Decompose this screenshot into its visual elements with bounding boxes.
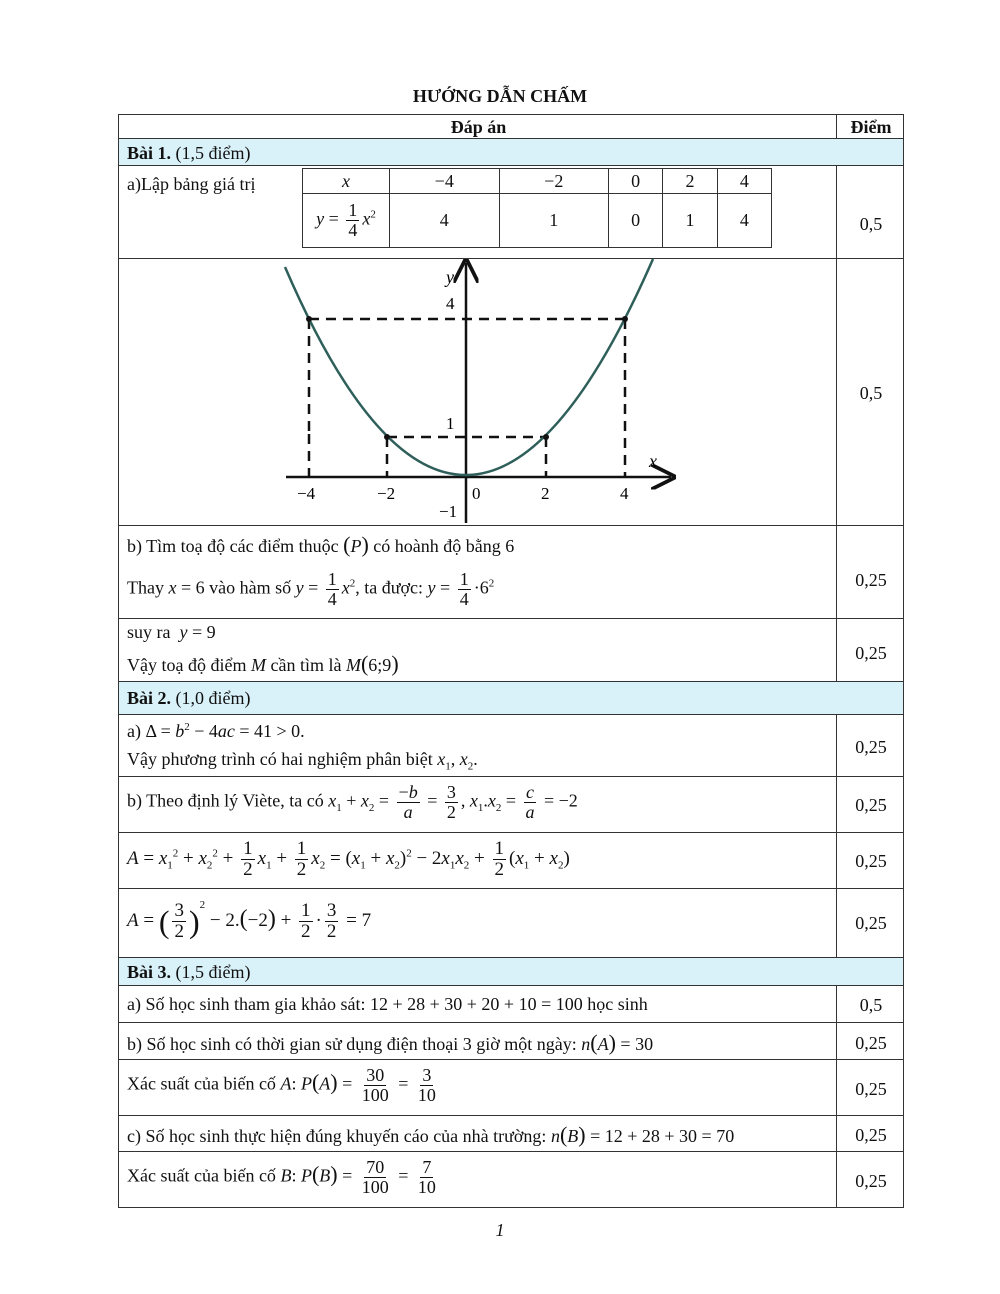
- points-value: 0,5: [859, 214, 883, 234]
- page-number: 1: [495, 1220, 505, 1240]
- row-bai3-pa: Xác suất của biến cố A: P(A) = $\frac{30}{100}$ = $\frac{3}{10}$: [118, 1059, 837, 1116]
- points-cell: [836, 618, 904, 682]
- row-bai1-a: [118, 165, 837, 259]
- row-bai1-b2: suy ra y = 9 Vậy toạ độ điểm M cần tìm là M(6;9): [118, 618, 837, 682]
- points-cell: [836, 714, 904, 777]
- page-title: HƯỚNG DẪN CHẤM: [412, 86, 588, 106]
- bai1-b-tail: có hoành độ bằng 6: [373, 536, 515, 556]
- points-value: 0,25: [855, 851, 887, 871]
- points-cell: [836, 1115, 904, 1152]
- x-tick-label: −4: [297, 484, 316, 503]
- points-value: 0,25: [855, 1171, 887, 1191]
- bai3-a-tail: học sinh: [587, 994, 648, 1014]
- value-table-y-cell: 1: [663, 194, 717, 248]
- bai1-b-substitute: Thay: [127, 577, 164, 598]
- x-tick-label: 0: [472, 484, 481, 503]
- row-bai3-a: a) Số học sinh tham gia khảo sát: 12 + 28 + 30 + 20 + 10 = 100 học sinh: [118, 985, 837, 1023]
- bai1-b-conclusion: Vậy toạ độ điểm: [127, 655, 247, 675]
- value-table-y-header: y = $\frac{1}{4}$ $x^2$: [303, 194, 390, 248]
- points-value: 0,25: [855, 570, 887, 590]
- points-cell: [836, 888, 904, 958]
- x-tick-label: 2: [541, 484, 550, 503]
- points-value: 0,25: [855, 1033, 887, 1053]
- parabola-curve: [285, 259, 653, 475]
- points-cell: [836, 985, 904, 1023]
- value-table-x-cell: 0: [609, 169, 663, 194]
- point-neg2-1: [384, 434, 390, 440]
- points-value: 0,25: [855, 913, 887, 933]
- bai1-b-text: b) Tìm toạ độ các điểm thuộc: [127, 536, 339, 556]
- bai2-a-conclusion: Vậy phương trình có hai nghiệm phân biệt: [127, 749, 433, 769]
- value-table-x-header: x: [303, 169, 390, 194]
- row-bai2-d: A = ( $\frac{3}{2}$ )$^2$ − 2.(−2) + $\frac{1}{2}$ · $\frac{3}{2}$ = 7: [118, 888, 837, 958]
- row-bai1-b1: b) Tìm toạ độ các điểm thuộc (P) có hoành độ bằng 6 Thay x = 6 vào hàm số y = $\frac{1}{4}$ $x^2$, ta được: y = $\frac{1}{4}$ $\cdot 6^2$: [118, 525, 837, 619]
- row-bai1-graph: [118, 258, 837, 526]
- value-table-y-cell: 4: [390, 194, 500, 248]
- value-table-y-cell: 4: [717, 194, 771, 248]
- point-4-4: [622, 316, 628, 322]
- x-tick-label: −2: [377, 484, 396, 503]
- y-axis-label: y: [446, 267, 454, 287]
- grading-table: [118, 114, 904, 1208]
- points-cell: [836, 832, 904, 889]
- points-value: 0,5: [859, 383, 883, 403]
- points-value: 0,25: [855, 1079, 887, 1099]
- header-points: Điểm: [850, 117, 892, 137]
- bai3-pa-text: Xác suất của biến cố: [127, 1073, 276, 1094]
- points-cell: [836, 165, 904, 259]
- value-table: [302, 168, 772, 248]
- value-table-y-cell: 1: [499, 194, 609, 248]
- bai1-b-suy-ra: suy ra: [127, 622, 171, 642]
- point-neg4-4: [306, 316, 312, 322]
- points-cell: [836, 1059, 904, 1116]
- points-value: 0,25: [855, 643, 887, 663]
- parabola-graph: [119, 259, 838, 527]
- y-tick-label: 1: [446, 414, 455, 433]
- bai3-b-text: b) Số học sinh có thời gian sử dụng điện thoại: [127, 1034, 459, 1054]
- header-answer-cell: [118, 114, 837, 139]
- points-cell: [836, 1022, 904, 1060]
- value-table-y-cell: 0: [609, 194, 663, 248]
- point-2-1: [543, 434, 549, 440]
- bai3-a-text: a) Số học sinh tham gia khảo sát:: [127, 994, 366, 1014]
- points-value: 0,5: [859, 995, 883, 1015]
- section-bai-2: [118, 681, 904, 715]
- y-tick-label: −1: [439, 502, 458, 521]
- bai2-label: Bài 2.: [127, 688, 172, 708]
- points-cell: [836, 776, 904, 833]
- bai3-b-mid: giờ một ngày:: [476, 1034, 577, 1054]
- bai1-b-conclusion-tail: cần tìm là: [270, 655, 342, 675]
- row-bai2-b: b) Theo định lý Viète, ta có $x_1 + x_2$ = $\frac{-b}{a}$ = $\frac{3}{2}$ , $x_1.x_2$ = $\frac{c}{a}$ = −2: [118, 776, 837, 833]
- x-tick-label: 4: [620, 484, 629, 503]
- bai2-weight: (1,0 điểm): [175, 688, 251, 708]
- row-bai3-b: b) Số học sinh có thời gian sử dụng điện thoại 3 giờ một ngày: n(A) = 30: [118, 1022, 837, 1060]
- bai3-c-text: c) Số học sinh thực hiện đúng khuyến cáo của nhà trường:: [127, 1126, 547, 1146]
- header-answer: Đáp án: [450, 117, 507, 137]
- bai1-weight: (1,5 điểm): [175, 143, 251, 163]
- bai3-weight: (1,5 điểm): [175, 962, 251, 982]
- points-cell: [836, 258, 904, 526]
- points-cell: [836, 1151, 904, 1208]
- value-table-x-cell: 2: [663, 169, 717, 194]
- row-bai3-pb: Xác suất của biến cố B: P(B) = $\frac{70}{100}$ = $\frac{7}{10}$: [118, 1151, 837, 1208]
- row-bai3-c: c) Số học sinh thực hiện đúng khuyến cáo của nhà trường: n(B) = 12 + 28 + 30 = 70: [118, 1115, 837, 1152]
- points-value: 0,25: [855, 1125, 887, 1145]
- y-tick-label: 4: [446, 294, 455, 313]
- value-table-x-cell: −2: [499, 169, 609, 194]
- bai3-pb-text: Xác suất của biến cố: [127, 1165, 276, 1186]
- value-table-x-cell: 4: [717, 169, 771, 194]
- section-bai-3: [118, 957, 904, 986]
- x-axis-label: x: [649, 451, 657, 471]
- bai2-b-text: b) Theo định lý Viète, ta có: [127, 790, 324, 811]
- bai1-b-result: , ta được:: [355, 577, 424, 598]
- points-value: 0,25: [855, 737, 887, 757]
- points-cell: [836, 525, 904, 619]
- points-value: 0,25: [855, 795, 887, 815]
- header-points-cell: [836, 114, 904, 139]
- section-bai-1: [118, 138, 904, 166]
- bai1-b-function: vào hàm số: [209, 577, 292, 598]
- row-bai2-a: a) $\Delta = b^2 - 4ac = 41 > 0$. Vậy phương trình có hai nghiệm phân biệt $x_1$, $x_2$.: [118, 714, 837, 777]
- bai3-label: Bài 3.: [127, 962, 172, 982]
- row-bai2-c: $A = x_1^2 + x_2^2$ + $\frac{1}{2}$ $x_1$ + $\frac{1}{2}$ $x_2 = (x_1 + x_2)^2 - 2x_1x_2$ + $\frac{1}{2}$ $(x_1 + x_2)$: [118, 832, 837, 889]
- value-table-x-cell: −4: [390, 169, 500, 194]
- bai1-a-label: a)Lập bảng giá trị: [127, 174, 256, 194]
- bai1-label: Bài 1.: [127, 143, 172, 163]
